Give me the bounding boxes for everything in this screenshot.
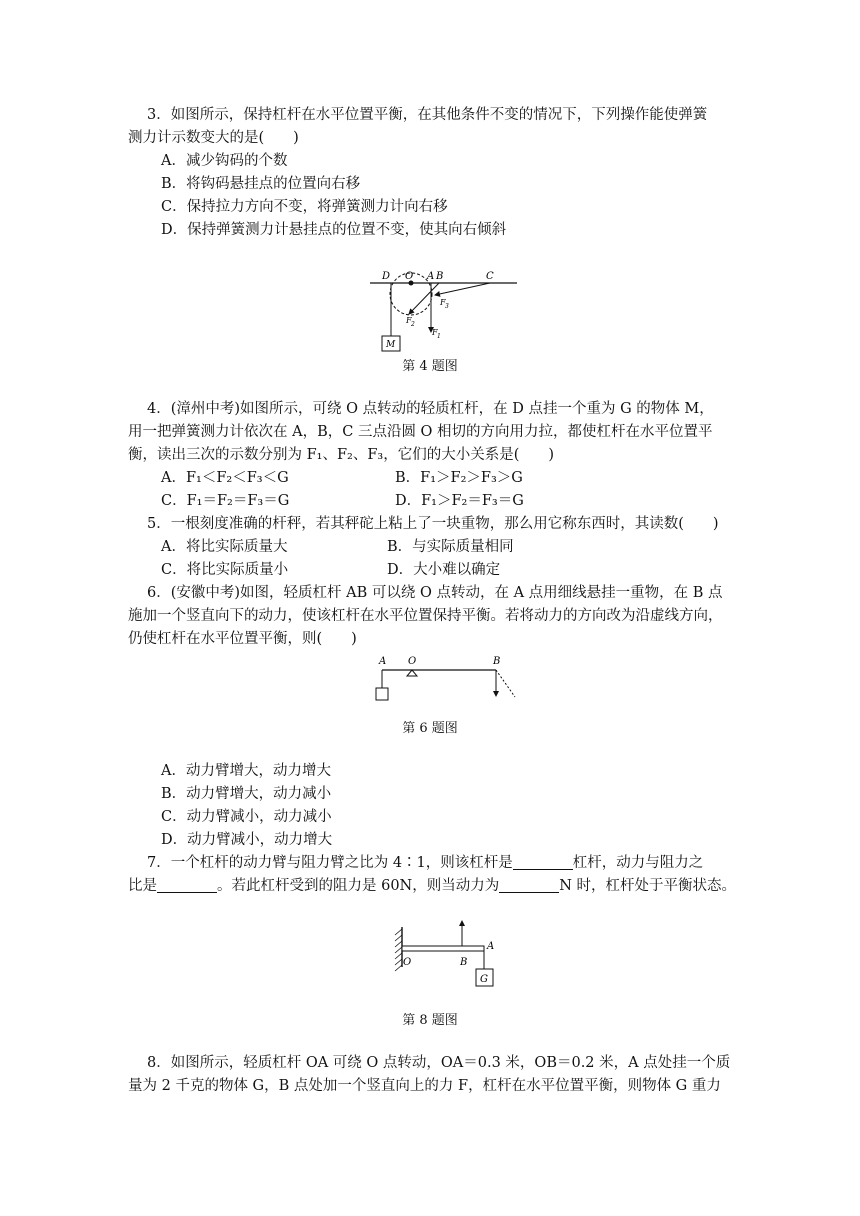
weight-box: [376, 688, 388, 700]
figure-8-caption: 第 8 题图: [402, 1013, 458, 1028]
label-f1-sub: 1: [437, 333, 441, 340]
label-b: B: [493, 656, 501, 667]
q7-blank-3[interactable]: [499, 878, 559, 893]
label-a: A: [379, 656, 387, 667]
fulcrum-o: [407, 670, 417, 676]
q5-option-b: B．与实际质量相同: [387, 539, 514, 555]
label-f1: F: [432, 328, 438, 337]
q7-text-1a: 7．一个杠杆的动力臂与阻力臂之比为 4∶1，则该杠杆是: [147, 855, 513, 871]
label-o: O: [408, 656, 417, 667]
figure-8-lever-diagram: [390, 917, 505, 993]
q7-text-1b: 杠杆，动力与阻力之: [572, 855, 704, 871]
q4-option-b: B．F₁＞F₂＞F₃＞G: [395, 470, 523, 486]
q3-option-b: B．将钩码悬挂点的位置向右移: [161, 176, 361, 192]
figure-4-caption: 第 4 题图: [402, 359, 458, 374]
force-f2-arrow: [409, 283, 439, 314]
q6-stem-line-2: 施加一个竖直向下的动力，使该杠杆在水平位置保持平衡。若将动力的方向改为沿虚线方向，: [128, 608, 723, 624]
wall-hatching: [395, 929, 402, 971]
q8-stem-line-1: 8．如图所示，轻质杠杆 OA 可绕 O 点转动，OA＝0.3 米，OB＝0.2 米，A 点处挂一个质: [147, 1055, 731, 1071]
q4-stem-line-3: 衡，读出三次的示数分别为 F₁、F₂、F₃，它们的大小关系是( ): [128, 447, 555, 463]
q7-stem-line-1: [147, 852, 703, 874]
label-g: G: [480, 974, 488, 985]
q6-option-b: B．动力臂增大，动力减小: [161, 786, 332, 802]
label-o: O: [403, 957, 412, 968]
q3-option-c: C．保持拉力方向不变，将弹簧测力计向右移: [161, 199, 448, 215]
q4-option-a: A．F₁＜F₂＜F₃＜G: [161, 470, 289, 486]
q4-option-c: C．F₁＝F₂＝F₃＝G: [161, 493, 290, 509]
q6-stem-line-3: 仍使杠杆在水平位置平衡，则( ): [128, 631, 357, 647]
q4-stem-line-2: 用一把弹簧测力计依次在 A，B，C 三点沿圆 O 相切的方向用力拉，都使杠杆在水平位置平: [128, 424, 713, 440]
q7-stem-line-2: [128, 875, 736, 897]
q4-option-d: D．F₁＞F₂＝F₃＝G: [395, 493, 524, 509]
label-b: B: [436, 271, 444, 282]
label-o: O: [405, 271, 414, 282]
force-f3-arrow: [435, 283, 490, 295]
lever-oa: [402, 946, 484, 951]
label-d: D: [382, 271, 391, 282]
q6-stem-line-1: 6．(安徽中考)如图，轻质杠杆 AB 可以绕 O 点转动，在 A 点用细线悬挂一重物，在 B 点: [147, 585, 723, 601]
label-m: M: [386, 340, 396, 350]
q3-stem-line-2: 测力计示数变大的是( ): [128, 130, 299, 146]
label-f2-sub: 2: [411, 321, 415, 328]
q4-stem-line-1: 4．(漳州中考)如图所示，可绕 O 点转动的轻质杠杆，在 D 点挂一个重为 G 的物体 M，: [147, 401, 714, 417]
label-b: B: [460, 957, 468, 968]
q7-text-2a: 比是: [128, 878, 157, 894]
force-dashed-line: [496, 670, 515, 697]
label-a: A: [427, 271, 435, 282]
q6-option-c: C．动力臂减小，动力减小: [161, 809, 332, 825]
label-c: C: [486, 271, 494, 282]
q6-option-a: A．动力臂增大，动力增大: [161, 763, 331, 779]
q7-blank-2[interactable]: [157, 878, 217, 893]
q5-option-a: A．将比实际质量大: [161, 539, 288, 555]
q3-option-d: D．保持弹簧测力计悬挂点的位置不变，使其向右倾斜: [161, 222, 507, 238]
q3-stem-line-1: 3．如图所示，保持杠杆在水平位置平衡，在其他条件不变的情况下，下列操作能使弹簧: [147, 107, 708, 123]
q6-option-d: D．动力臂减小，动力增大: [161, 832, 333, 848]
label-f3: F: [440, 298, 446, 307]
label-a: A: [487, 941, 495, 952]
q3-option-a: A．减少钩码的个数: [161, 153, 288, 169]
q7-text-2b: 。若此杠杆受到的阻力是 60N，则当动力为: [217, 878, 500, 894]
figure-6-lever-diagram: [368, 652, 523, 704]
q5-option-d: D．大小难以确定: [387, 562, 501, 578]
q5-option-c: C．将比实际质量小: [161, 562, 289, 578]
label-f3-sub: 3: [445, 303, 449, 310]
figure-6-caption: 第 6 题图: [402, 721, 458, 736]
q8-stem-line-2: 量为 2 千克的物体 G，B 点处加一个竖直向上的力 F，杠杆在水平位置平衡，则物体 G 重力: [128, 1078, 721, 1094]
label-f2: F: [406, 316, 412, 325]
figure-4-lever-diagram: [365, 262, 525, 357]
q7-text-2c: N 时，杠杆处于平衡状态。: [559, 878, 737, 894]
q7-blank-1[interactable]: [513, 855, 573, 870]
q5-stem-line-1: 5．一根刻度准确的杆秤，若其秤砣上粘上了一块重物，那么用它称东西时，其读数( ): [147, 516, 719, 532]
